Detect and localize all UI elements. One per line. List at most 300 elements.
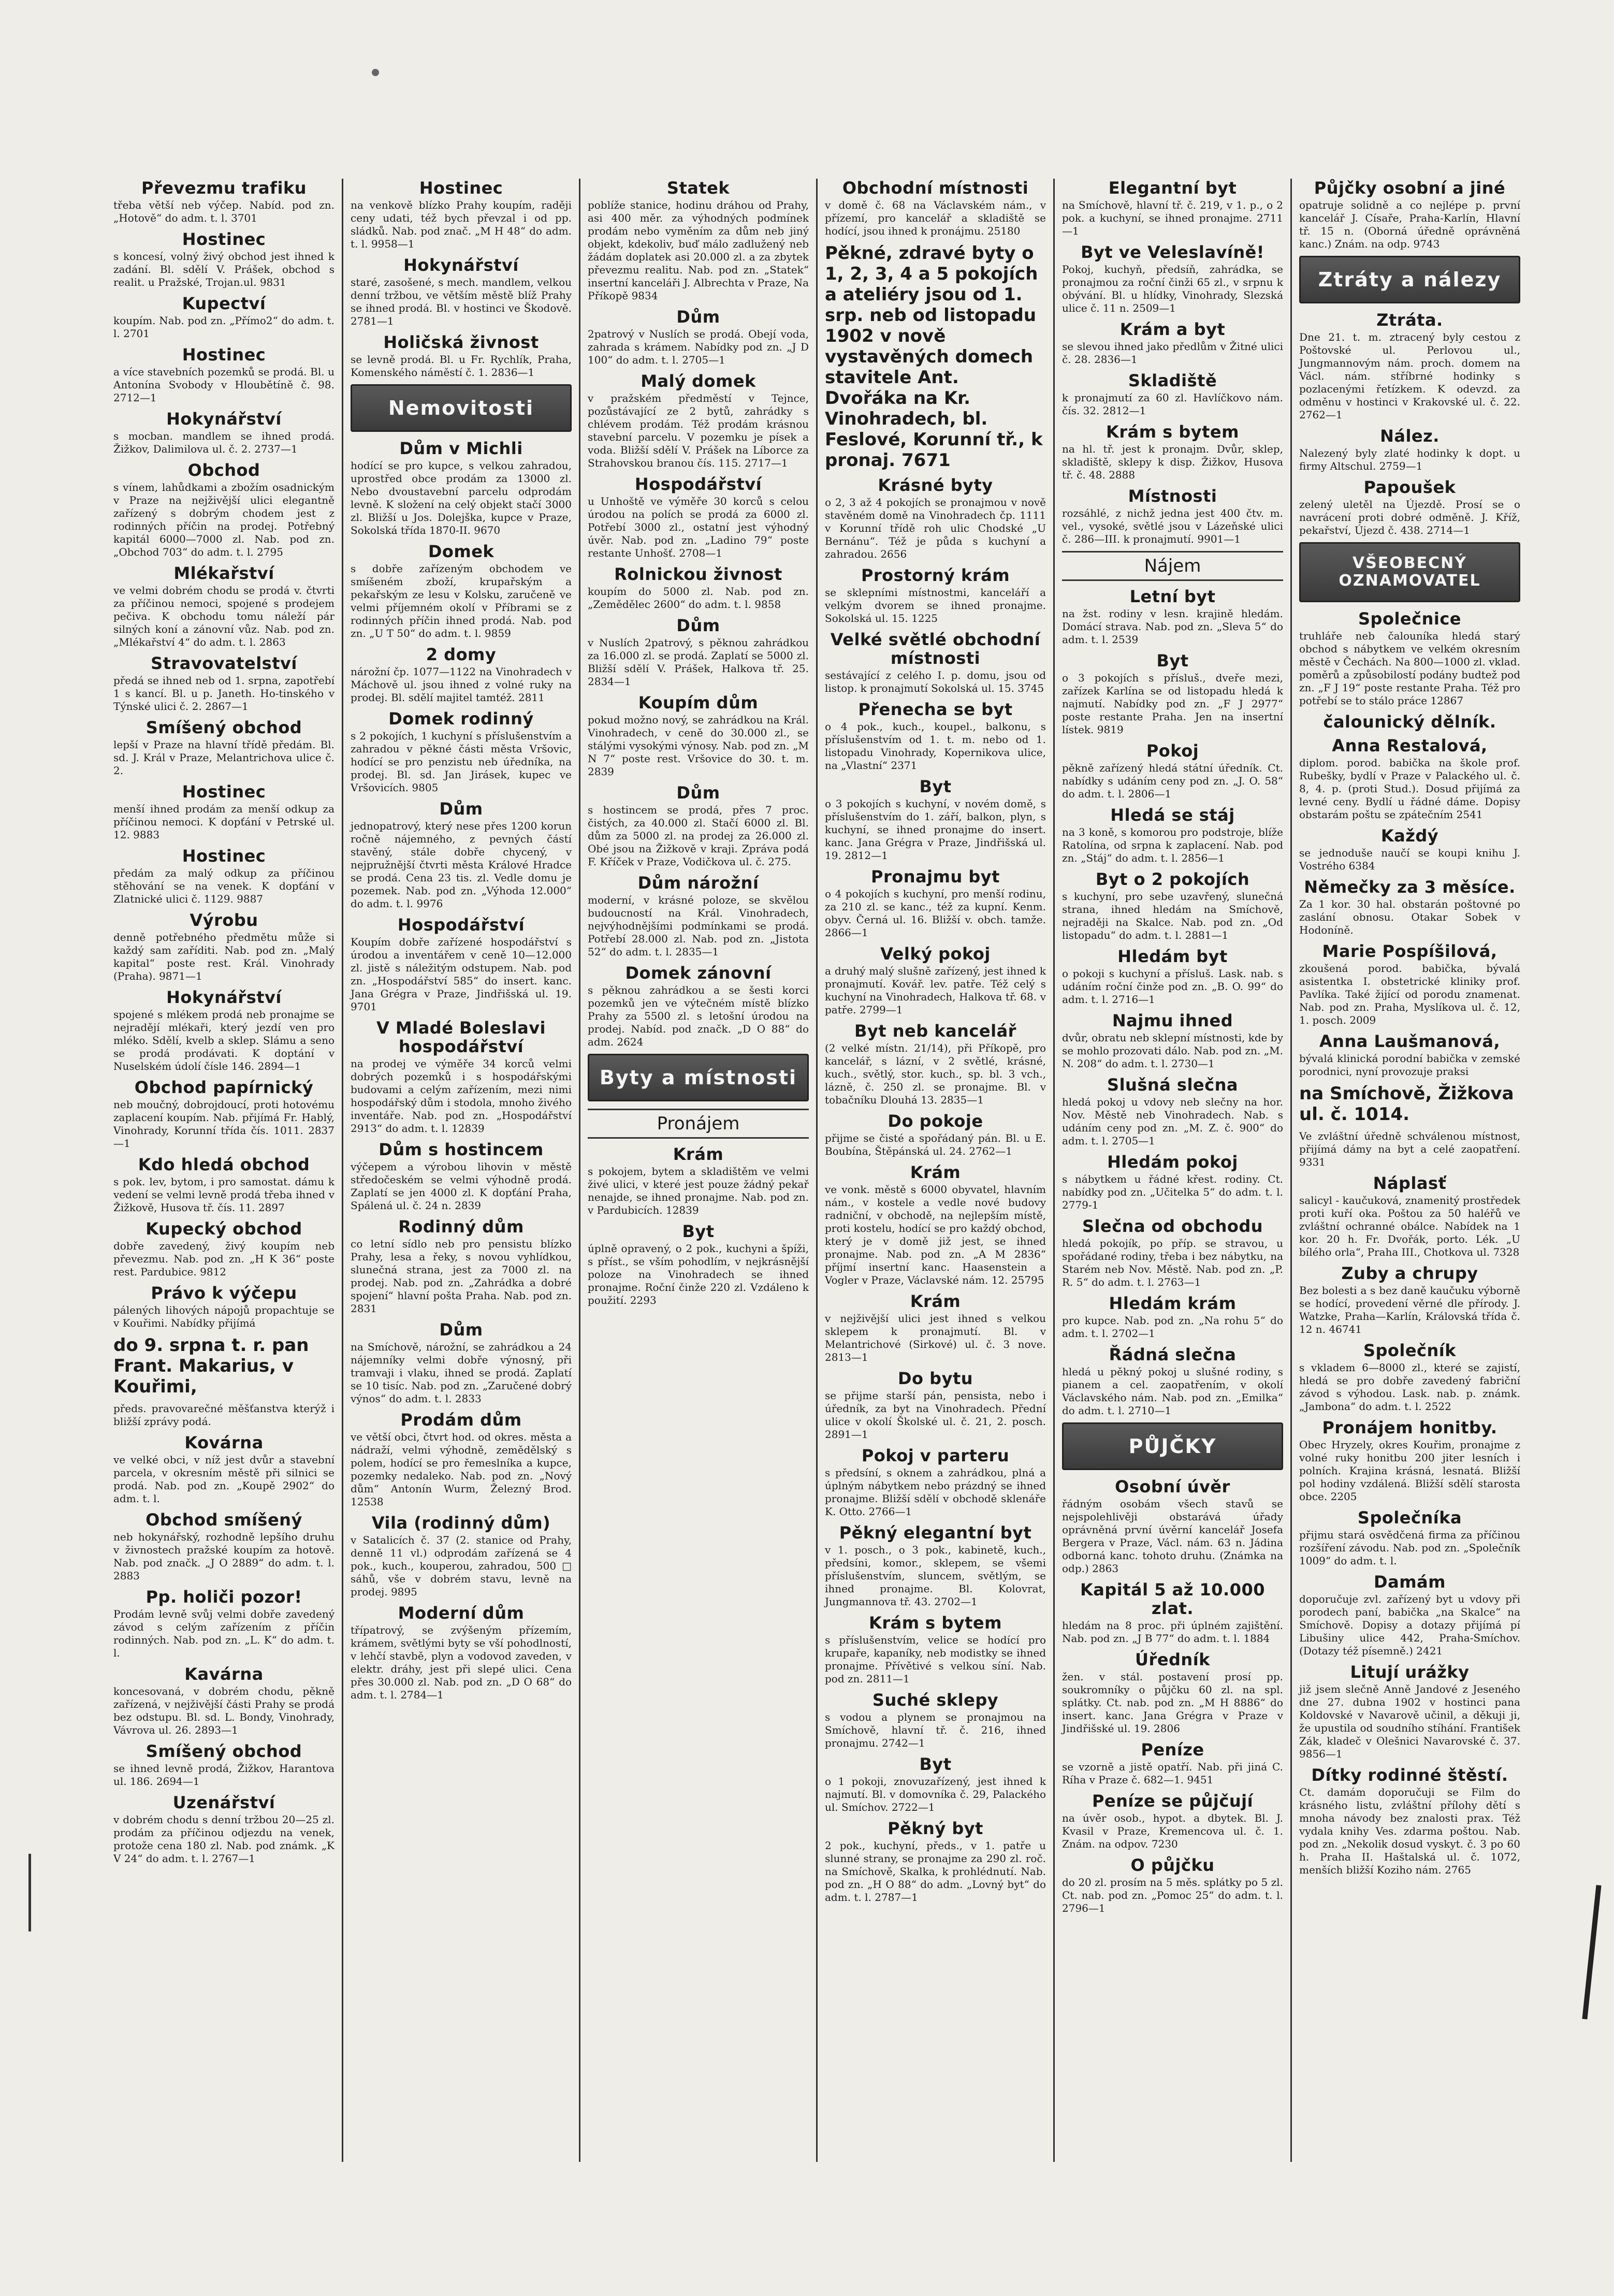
ad-text: o 4 pokojích s kuchyní, pro menší rodinu, za 210 zl. se kanc., též za kupní. Kenm. obyv. Černá ul. 16. Bližší v. obch. tamže. 2866—1 [825,888,1046,939]
classified-ad [113,1155,335,1214]
ad-text: na Smíchově, Žižkova ul. č. 1014. [1299,1083,1514,1125]
classified-ad [113,847,335,906]
ad-text: lepší v Praze na hlavní třídě předám. Bl. sd. J. Král v Praze, Melantrichova ulice č. 2. [113,738,335,777]
classified-ad [825,566,1046,625]
classified-ad [1062,1792,1283,1851]
ad-text: v nejživější ulici jest ihned s velkou sklepem k pronajmutí. Bl. v Melantrichové (Sirkové) ul. č. 3 nove. 2813—1 [825,1312,1046,1363]
ad-heading: Dům v Michli [399,439,523,458]
classified-ad [588,308,809,367]
classified-ad [113,1793,335,1865]
classified-ad [1299,427,1520,473]
ad-text: žen. v stál. postavení prosí pp. soukromníky o půjčku 60 zl. na spl. splátky. Ct. nab. pod zn. „M H 8886“ do insert. kanc. Jana Grégra v Praze v Jindřišské ul. 19. 2806 [1062,1670,1283,1735]
ad-heading: Obchodní místnosti [842,179,1029,198]
ad-heading: Ztráta. [1376,310,1443,330]
classified-ad [1062,1650,1283,1735]
ad-text: v dobrém chodu s denní tržbou 20—25 zl. prodám za příčinou odjezdu na venek, protože cena 180 zl. Nab. pod známk. „K V 24“ do adm. t. l. 2767—1 [113,1813,335,1865]
classified-ad [1062,587,1283,646]
classified-ad [1062,1477,1283,1575]
classified-ad [825,1819,1046,1904]
ad-heading: Dítky rodinné štěstí. [1311,1765,1508,1785]
ad-heading: Pěkný elegantní byt [839,1523,1032,1543]
ad-text: s koncesí, volný živý obchod jest ihned k zadání. Bl. sdělí V. Prášek, obchod s realit. u Pražské, Trojan.ul. 9831 [113,250,335,288]
ad-text: na hl. tř. jest k pronajm. Dvůr, sklep, skladiště, sklepy k disp. Žižkov, Husova tř. č. 48. 2888 [1062,443,1283,481]
ad-heading: Peníze [1141,1740,1204,1760]
ad-heading: Převezmu trafiku [141,179,307,198]
classified-ad [1062,1217,1283,1289]
ad-heading: Moderní dům [398,1603,525,1623]
ad-heading: Kapitál 5 až 10.000 zlat. [1080,1580,1265,1618]
classified-ad [825,1292,1046,1364]
ad-text: na žst. rodiny v lesn. krajině hledám. Domácí strava. Nab. pod zn. „Sleva 5“ do adm. t. l. 2539 [1062,607,1283,646]
classified-ad [1299,826,1520,873]
classified-ad [351,916,572,1013]
classified-ad [113,1402,335,1428]
classified-ad [113,911,335,983]
classified-ad [1299,311,1520,422]
ad-text: se ihned levně prodá, Žižkov, Harantova ul. 186. 2694—1 [113,1762,335,1788]
ad-text: třeba větší neb výčep. Nabíd. pod zn. „Hotově“ do adm. t. l. 3701 [113,199,335,224]
ad-heading: Nález. [1380,426,1439,446]
ad-text: ve větší obci, čtvrt hod. od okres. města a nádraží, velmi výhodně, zemědělský s polem, hodící se pro řemeslníka a kupce, pozemky nedaleko. Nab. pod zn. „Nový dům“ Antonín Wurm, Železný Brod. 12538 [351,1431,572,1508]
ad-text: přijme se čisté a spořádaný pán. Bl. u E. Boubína, Štěpánská ul. 24. 2762—1 [825,1132,1046,1157]
ad-heading: Hledá se stáj [1110,805,1235,825]
ad-heading: Pokoj [1146,741,1199,761]
classified-ad [1299,1766,1520,1877]
classified-ad [113,1588,335,1660]
classified-ad [825,1755,1046,1814]
ad-heading: Hostinec [182,846,266,866]
classified-ad [1062,1011,1283,1070]
ad-text: s pok. lev, bytom, i pro samostat. dámu k vedení se velmi levně prodá třeba ihned v Žižkově, Husova tř. čís. 11. 2897 [113,1175,335,1214]
ad-heading: Kdo hledá obchod [138,1155,310,1174]
classified-ad [351,1411,572,1508]
ad-text: ve vonk. městě s 6000 obyvatel, hlavním nám., v kostele a vedle nové budovy radniční, v obchodě, na nejlepším místě, proti kostelu, hodící se pro každý obchod, který je v domě již jest, se ihned pronajme. Nab. pod zn. „A M 2836“ příjmí insertní kanc. Haasenstein a Vogler v Praze, Václavské nám. 12. 25795 [825,1183,1046,1286]
classified-ad [113,782,335,841]
ad-heading: Holičská živnost [383,332,539,352]
classified-ad [351,1019,572,1135]
ad-heading: Dům nárožní [637,873,759,893]
classified-ad [825,243,1046,471]
ad-text: a druhý malý slušně zařízený, jest ihned k pronajmutí. Kovář. lev. patře. Též celý s kuchyní na Vinohradech, Halkova tř. 68. v patře. 2799—1 [825,965,1046,1016]
ad-text: hledám na 8 proc. při úplném zajištění. Nab. pod zn. „J B 77“ do adm. t. l. 1884 [1062,1619,1283,1645]
ad-heading: Rodinný dům [398,1217,524,1237]
ad-heading: Pronájem honitby. [1322,1418,1497,1437]
classified-ad [1299,1174,1520,1259]
classified-ad [113,1078,335,1150]
ad-text: s nábytkem u řádné křest. rodiny. Ct. nabídky pod zn. „Učitelka 5“ do adm. t. l. 2779-1 [1062,1173,1283,1211]
classified-ad [1062,423,1283,482]
ad-text: do 20 zl. prosím na 5 měs. splátky po 5 zl. Ct. nab. pod zn. „Pomoc 25“ do adm. t. l. 2796—1 [1062,1876,1283,1914]
ad-text: s předsíní, s oknem a zahrádkou, plná a úplným nábytkem nebo prázdný se ihned pronajme. Bližší sdělí v obchodě sklenáře K. Otto. 2766—1 [825,1466,1046,1518]
classified-ad [113,410,335,456]
ad-heading: Anna Restalová, [1332,736,1488,755]
ad-heading: Letní byt [1129,587,1216,606]
classified-ad [1299,478,1520,537]
classified-ad [351,256,572,328]
ad-text: předs. pravovarečné měšťanstva kterýž i bližší zprávy podá. [113,1402,335,1428]
ad-text: Nalezený byly zlaté hodinky k dopt. u firmy Altschul. 2759—1 [1299,447,1520,472]
ad-text: o 3 pokojích s přísluš., dveře mezi, zařízek Karlína se od listopadu hledá k najmutí. Nabídky pod zn. „F J 2977“ poste restante Praha. Jen na insertní lístek. 9819 [1062,672,1283,736]
classified-ad [113,1433,335,1505]
ad-heading: Velké světlé obchodní místnosti [830,630,1041,668]
ad-text: 2patrový v Nuslích se prodá. Obejí voda, zahrada s krámem. Nabídky pod zn. „J D 100“ do adm. t. l. 2705—1 [588,328,809,366]
ad-text: na Smíchově, nárožní, se zahrádkou a 24 nájemníky velmi dobře výnosný, při tramvaji i vlaku, ihned se prodá. Zaplatí se 10 tisíc. Nab. pod zn. „Zaručené dobrý výnos“ do adm. t. l. 2833 [351,1341,572,1405]
ad-text: hodící se pro kupce, s velkou zahradou, uprostřed obce prodám za 13000 zl. Nebo dvoustavební parcelu odprodám levně. K složení na celý objekt stačí 3000 zl. Bližší u Jos. Dolejška, kupce v Praze, Sokolská třída 1870-II. 9670 [351,459,572,536]
ad-heading: Slušná slečna [1107,1075,1238,1095]
ad-heading: Společnice [1358,609,1461,629]
ad-text: koncesovaná, v dobrém chodu, pěkně zařízená, v nejživější části Prahy se prodá bez odstupu. Bl. sd. L. Bondy, Vinohrady, Vávrova ul. 26. 2893—1 [113,1685,335,1736]
ad-heading: Společníka [1357,1508,1462,1528]
ad-text: o 4 pok., kuch., koupel., balkonu, s příslušenstvím od 1. t. m. nebo od 1. listopadu Vinohrady, Kopernikova ulice, na „Vlastní“ 2371 [825,720,1046,772]
ad-text: Prodám levně svůj velmi dobře zavedený závod s celým zařízením z příčin rodinných. Nab. pod zn. „L. K“ do adm. t. l. [113,1608,335,1659]
ad-text: koupím. Nab. pod zn. „Přímo2“ do adm. t. l. 2701 [113,314,335,340]
ad-text: o 3 pokojích s kuchyní, v novém domě, s příslušenstvím do 1. září, balkon, plyn, s kuchyní, se ihned pronajme do insert. kanc. Jana Grégra v Praze, Jindřišská ul. 19. 2812—1 [825,797,1046,862]
classified-ad [825,1163,1046,1287]
classified-ad [113,654,335,713]
ad-text: Ct. damám doporučuji se Film do krásného listu, zvláštní přílohy dětí s mnoha návody bez znalosti prax. Též vydala knihy Ves. zdarma poštou. Nab. pod zn. „Nekolik dosud vyskyt. č. 3 po 60 h. Praha II. Haštalská ul. č. 1072, menších bližší Koziho nám. 2765 [1299,1786,1520,1876]
classified-ad [1299,1573,1520,1658]
classified-ad [113,988,335,1073]
classified-ad [1062,1740,1283,1786]
ad-heading: Byt o 2 pokojích [1095,869,1250,889]
classified-ad [825,179,1046,238]
ad-heading: Smíšený obchod [146,1741,302,1761]
ad-heading: Pokoj v parteru [861,1446,1010,1465]
classified-ad [1299,1418,1520,1503]
ad-text: na 3 koně, s komorou pro podstroje, blíže Ratolína, od srpna k zaplacení. Nab. pod zn. „Stáj“ do adm. t. l. 2856—1 [1062,826,1283,864]
ad-text: dvůr, obratu neb sklepní místnosti, kde by se mohlo prozovati dálo. Nab. pod zn. „M. N. 208“ do adm. t. l. 2730—1 [1062,1031,1283,1070]
section-heading-najem: Nájem [1062,551,1283,581]
ad-heading: Najmu ihned [1112,1011,1233,1030]
section-banner-ztraty-nalezy: Ztráty a nálezy [1299,256,1520,303]
classified-ad [1062,947,1283,1006]
ad-text: již jsem slečně Anně Jandové z Jeseného dne 27. dubna 1902 v hostinci pana Koldovské v Navarově učinil, a děkuji ji, že upustila od soudního stíhání. František Zák, kladeč v Olešnici Navarovské č. 37. 9856—1 [1299,1683,1520,1760]
classified-ad [113,1284,335,1330]
page-edge-mark-left [28,1854,31,1931]
ad-heading: Hledám pokoj [1107,1152,1238,1172]
ad-heading: Prodám dům [400,1410,522,1430]
ad-heading: Hokynářství [166,987,282,1007]
ad-heading: Byt ve Veleslavíně! [1081,242,1264,262]
ad-text: hledá pokojík, po příp. se stravou, u spořádané rodiny, třeba i bez nábytku, na Starém neb Nov. Městě. Nab. pod zn. „P. R. 5“ do adm. t. l. 2763—1 [1062,1237,1283,1288]
ad-text: spojené s mlékem prodá neb pronajme se nejradějí mlékaři, který jezdí ven pro mléko. Sdělí, kvelb a sklep. Slámu a seno se prodá prodávati. K doptání v Nuselském údolí čísle 146. 2894—1 [113,1008,335,1072]
classified-ad [825,944,1046,1016]
ad-text: se jednoduše naučí se koupi knihu J. Vostrého 6384 [1299,847,1520,872]
ad-heading: Prostorný krám [861,565,1010,585]
classified-ad [113,564,335,649]
classified-ad [1062,1856,1283,1915]
ad-heading: čalounický dělník. [1323,712,1496,732]
classified-ad [1299,179,1520,251]
classified-ad [351,179,572,251]
ad-text: nárožní čp. 1077—1122 na Vinohradech v Máchově ul. jsou ihned z volné ruky na prodej. Bl. sdělí majitel tamtéž. 2811 [351,665,572,704]
ad-text: ve velmi dobrém chodu se prodá v. čtvrti za příčinou nemoci, spojené s prodejem pečiva. K obchodu tomu náleží pár silných koní a zánovní vůz. Nab. pod zn. „Mlékařství 4“ do adm. t. l. 2863 [113,584,335,648]
classified-ad [113,179,335,225]
ad-text: s mocban. mandlem se ihned prodá. Žižkov, Dalimilova ul. č. 2. 2737—1 [113,430,335,455]
classified-ad [825,700,1046,772]
classified-ad [351,1320,572,1405]
ad-heading: Velký pokoj [880,944,991,964]
ad-column-6 [1290,179,1528,2162]
ad-heading: Dům [439,1320,483,1340]
ad-heading: Do bytu [897,1369,973,1388]
ad-heading: Řádná slečna [1109,1345,1237,1364]
classified-ad [588,1145,809,1217]
ad-heading: Pronajmu byt [871,867,1000,887]
classified-ad [1062,1076,1283,1147]
ad-heading: Dům [676,307,720,327]
ad-heading: Smíšený obchod [146,718,302,737]
ad-text: s pěknou zahrádkou a se šesti korci pozemků jen ve výtečném místě blízko Prahy za 5500 zl. s letošní úrodou na prodej. Nabíd. pod značk. „D O 88“ do adm. 2624 [588,984,809,1048]
ad-heading: Obchod papírnický [134,1078,314,1097]
ad-heading: Slečna od obchodu [1082,1216,1263,1236]
ad-text: se slevou ihned jako předlům v Žitné ulici č. 28. 2836—1 [1062,340,1283,366]
ad-text: se sklepními místnostmi, kanceláří a velkým dvorem se ihned pronajme. Sokolská ul. 15. 1225 [825,586,1046,624]
classified-ad [351,709,572,794]
ad-text: s 2 pokojích, 1 kuchyní s příslušenstvím a zahradou v pěkné části města Vršovic, hodící se pro penzistu neb úředníka, na prodej. Bl. sd. Jan Jirásek, kupec ve Vršovicích. 9805 [351,730,572,794]
ad-text: do 9. srpna t. r. pan Frant. Makarius, v Kouřimi, [113,1335,309,1397]
ad-text: na úvěr osob., hypot. a dbytek. Bl. J. Kvasil v Praze, Kremencova ul. č. 1. Znám. na odpov. 7230 [1062,1812,1283,1850]
classified-ad [1062,371,1283,417]
ad-text: na prodej ve výměře 34 korců velmi dobrých pozemků i s hospodářskými budovami a celým zařízením, mezi nimi hospodářský dům i stodola, mnoho živého inventáře. Nab. pod zn. „Hospodářství 2913“ do adm. t. l. 12839 [351,1057,572,1135]
classified-ad [1062,320,1283,366]
ad-text: ve velké obci, v níž jest dvůr a stavební parcela, v okresním městě při silnici se prodá. Nab. pod zn. „Koupě 2902“ do adm. t. l. [113,1454,335,1505]
ad-heading: Kavárna [184,1664,264,1684]
classified-ad [825,476,1046,561]
ad-text: rozsáhlé, z nichž jedna jest 400 čtv. m. vel., vysoké, světlé jsou v Lázeňské ulici č. 286—III. k pronajmutí. 9901—1 [1062,507,1283,545]
classified-ad [588,475,809,560]
ad-text: koupím do 5000 zl. Nab. pod zn. „Zemědělec 2600“ do adm. t. l. 9858 [588,585,809,611]
ad-text: Dne 21. t. m. ztracený byly cestou z Poštovské ul. Perlovou ul., Jungmannovým nám. proch. domem na Václ. nám. stříbrné hodinky s pozlacenými řetízkem. K odevzd. za odměnu v hostinci v Krakovské ul. č. 22. 2762—1 [1299,331,1520,421]
ad-text: s kuchyní, pro sebe uzavřený, slunečná strana, ihned hledám na Smíchově, nejraději na Skalce. Nab. pod zn. „Od listopadu“ do adm. t. l. 2881—1 [1062,890,1283,941]
classified-ad [1062,1294,1283,1340]
classified-ad [351,542,572,640]
ad-text: truhláře neb čalouníka hledá starý obchod s nábytkem ve velkém okresním městě v Čechách. Na 800—1000 zl. vklad. poměrů a způsobilostí podány budtež pod zn. „F J 19“ poste restante Praha. Též pro potřebí se to stálo práce 12867 [1299,630,1520,707]
classified-ad [588,964,809,1049]
ad-heading: Kovárna [184,1433,264,1452]
ad-heading: Statek [666,179,730,198]
ad-heading: Obchod [187,460,260,480]
ad-heading: Dům s hostincem [379,1140,544,1159]
ad-text: dobře zavedený, živý koupím neb převezmu. Nab. pod zn. „H K 36“ poste rest. Pardubice. 9812 [113,1240,335,1278]
ad-text: 2 pok., kuchyní, předs., v 1. patře u slunné strany, se pronajme za 290 zl. roč. na Smíchově, Skalka, k prohlédnutí. Nab. pod zn. „H O 88“ do adm. „Lovný byt“ do adm. t. l. 2787—1 [825,1839,1046,1903]
ad-text: Koupím dobře zařízené hospodářství s úrodou a inventářem v ceně 10—12.000 zl. jistě s náležitým odstupem. Nab. pod zn. „Hospodářství 585“ do insert. kanc. Jana Grégra v Praze, Jindřišská ul. 19. 9701 [351,936,572,1013]
ad-heading: Papoušek [1363,477,1456,497]
ad-text: a více stavebních pozemků se prodá. Bl. u Antonína Svobody v Hloubětíně č. 98. 2712—1 [113,366,335,404]
ad-column-1 [106,179,342,2162]
ad-heading: Dům [676,783,720,803]
ad-heading: Elegantní byt [1108,179,1237,198]
ad-heading: Místnosti [1128,486,1217,506]
ad-text: neb hokynářský, rozhodně lepšího druhu v živnostech pražské koupím za hotově. Nab. pod značk. „J O 2889“ do adm. t. l. 2883 [113,1531,335,1582]
ad-text: s pokojem, bytem a skladištěm ve velmi živé ulici, v které jest pouze žádný pekař nenajde, se ihned pronajme. Nab. pod zn. v Pardubicích. 12839 [588,1165,809,1216]
ad-heading: Společník [1363,1341,1457,1360]
classified-ad [588,565,809,611]
ad-text: s vodou a plynem se pronajmou na Smíchově, hlavní tř. č. 216, ihned pronajmu. 2742—1 [825,1711,1046,1749]
ad-text: s vínem, lahůdkami a zbožím osadnickým v Praze na nejživější ulici elegantně zařízený s dobrým chodem jest z rodinných příčin na prodej. Potřebný kapitál 6000—7000 zl. Nab. pod zn. „Obchod 703“ do adm. t. l. 2795 [113,481,335,558]
ad-text: Obec Hryzely, okres Kouřim, pronajme z volné ruky honitbu 200 jiter lesních i polních. Krajina krásná, lesnatá. Bližší pol hodiny vzdálená. Bližší sdělí starosta obce. 2205 [1299,1438,1520,1503]
page-edge-mark-right [1582,1885,1601,2019]
ad-heading: Hostinec [182,345,266,365]
ad-text: zelený uletěl na Újezdě. Prosí se o navrácení proti dobré odměně. J. Kříž, pekařství, Újezd č. 438. 2714—1 [1299,498,1520,536]
ad-heading: Hokynářství [403,255,519,275]
classified-ad [351,1604,572,1702]
ad-heading: Domek [428,542,495,561]
ad-heading: Damám [1374,1572,1446,1592]
ad-heading: Do pokoje [888,1111,983,1131]
section-heading-pronajem: Pronájem [588,1109,809,1139]
classified-ad [825,1369,1046,1441]
ad-text: Pěkné, zdravé byty o 1, 2, 3, 4 a 5 pokojích a ateliéry jsou od 1. srp. neb od listopadu 1902 v nově vystavěných domech stavitele Ant. Dvořáka na Kr. Vinohradech, bl. Feslové, Korunní tř., k pronaj. 7671 [825,243,1043,471]
classified-ad [825,1446,1046,1518]
ad-heading: Byt [919,777,952,796]
classified-ad [588,179,809,302]
ad-text: se vzorně a jistě opatří. Nab. při jiná C. Ríha v Praze č. 682—1. 9451 [1062,1761,1283,1786]
classified-ad [1299,609,1520,707]
ad-text: hledá pokoj u vdovy neb slečny na hor. Nov. Městě neb Vinohradech. Nab. s udáním ceny pod zn. „M. Z. č. 900“ do adm. t. l. 2705—1 [1062,1096,1283,1147]
ad-heading: Hostinec [182,229,266,249]
ad-heading: Krám s bytem [1106,422,1239,442]
classified-ad [113,1742,335,1788]
ad-text: opatruje solidně a co nejlépe p. první kancelář J. Císaře, Praha-Karlín, Hlavní tř. 15 n. (Oborná úředně oprávněná kanc.) Znám. na odp. 9743 [1299,199,1520,250]
section-banner-byty-mistnosti: Byty a místnosti [588,1054,809,1101]
classified-ad [1062,1153,1283,1212]
classified-ad [351,439,572,537]
ad-text: doporučuje zvl. zařízený byt u vdovy při porodech paní, babička „na Skalce“ na Smíchově. Dopisy a dotazy přijímá pí Libušiny ulice 442, Praha-Smíchov. (Dotazy též písemně.) 2421 [1299,1593,1520,1657]
classified-ad [113,230,335,289]
classified-ad [1062,1580,1283,1645]
ad-text: denně potřebného předmětu může si každý sam zaříditi. Nab. pod zn. „Malý kapital“ poste rest. Král. Vinohrady (Praha). 9871—1 [113,931,335,982]
ad-text: sestávající z celého I. p. domu, jsou od listop. k pronajmutí Sokolská ul. 15. 3745 [825,669,1046,694]
ad-heading: Marie Pospíšilová, [1322,941,1497,961]
ad-text: diplom. porod. babička na škole prof. Rubešky, bydlí v Praze v Palackého ul. č. 8, 4. p. (proti Stud.). Dosud přijímá za levné ceny. Bydlí u řádné dáme. Dopisy obstarám poštu se zpátečním 2541 [1299,757,1520,821]
ad-text: moderní, v krásné poloze, se skvělou budoucností na Král. Vinohradech, nejvýhodnějšími podmínkami se prodá. Potřebí 28.000 zl. Nab. pod zn. „Jistota 52“ do adm. t. l. 2835—1 [588,894,809,958]
ad-heading: Krám [910,1291,961,1311]
page-speck [372,69,379,76]
ad-heading: Rolnickou živnost [614,564,782,584]
classified-ad [1062,806,1283,865]
classified-ad [351,1217,572,1315]
ad-heading: Hostinec [419,179,503,198]
ad-text: (2 velké místn. 21/14), při Příkopě, pro kancelář, s lázní, v 2 světlé, krásné, kuch., světlý, stor. kuch., sp. bl. 3 vch., lázně, č. 250 zl. se pronajme. Bl. v tobačníku Dlouhá 13. 2835—1 [825,1042,1046,1106]
classified-ad [825,1691,1046,1750]
ad-column-4 [816,179,1053,2162]
classified-ad [1299,713,1520,731]
classified-ad [1299,942,1520,1027]
classified-ads-page [106,179,1528,2162]
ad-text: pokud možno nový, se zahrádkou na Král. Vinohradech, v ceně do 30.000 zl., se stálými vysokými výnosy. Nab. pod zn. „M N 7“ poste rest. Vršovice do 30. t. m. 2839 [588,714,809,778]
ad-text: pro kupce. Nab. pod zn. „Na rohu 5“ do adm. t. l. 2702—1 [1062,1314,1283,1340]
ad-heading: Anna Laušmanová, [1319,1031,1501,1051]
ad-heading: Půjčky osobní a jiné [1314,179,1506,198]
ad-heading: Hokynářství [166,409,282,429]
classified-ad [588,1222,809,1307]
ad-text: předám za malý odkup za příčinou stěhování se na venek. K dopťání v Zlatnické ulici č. 1129. 9887 [113,867,335,905]
ad-text: Bez bolesti a s bez daně kaučuku výborně se hodící, provedení věrné dle přírody. J. Watzke, Praha—Karlín, Královská třída č. 12 n. 46741 [1299,1284,1520,1335]
ad-heading: Dům [676,616,720,635]
ad-text: staré, zasošené, s mech. mandlem, velkou denní tržbou, ve větším městě blíž Prahy se ihned prodá. Bl. v hostinci ve Škodově. 2781—1 [351,276,572,327]
ad-heading: V Mladé Boleslavi hospodářství [376,1018,546,1056]
ad-heading: Obchod smíšený [146,1510,302,1530]
classified-ad [113,1510,335,1582]
classified-ad [1299,1663,1520,1761]
classified-ad [113,461,335,559]
ad-heading: Krásné byty [878,475,993,495]
ad-text: menší ihned prodám za menší odkup za příčinou nemoci. K dopťání v Petrské ul. 12. 9883 [113,803,335,841]
ad-heading: Výrobu [190,910,258,930]
ad-heading: Vila (rodinný dům) [371,1513,551,1533]
classified-ad [351,333,572,379]
ad-text: přijmu stará osvědčená firma za příčinou rozšíření závodu. Nab. pod zn. „Společník 1009“ do adm. t. l. [1299,1529,1520,1567]
classified-ad [351,645,572,704]
ad-heading: Domek zánovní [625,963,772,983]
ad-heading: Byt [919,1754,952,1774]
ad-text: v domě č. 68 na Václavském nám., v přízemí, pro kancelář a skladiště se hodící, jsou ihned k pronájmu. 25180 [825,199,1046,237]
section-banner-pujcky: PŮJČKY [1062,1422,1283,1470]
ad-heading: Každý [1380,826,1439,846]
classified-ad [1062,487,1283,546]
classified-ad [588,693,809,778]
ad-text: jednopatrový, který nese přes 1200 korun ročně nájemného, z pevných částí stavěný, stále dobře chycený, v nejpružnější čtvrti města Králové Hradce se prodá. Cena 23 tis. zl. Vedle domu je pozemek. Nab. pod zn. „Výhoda 12.000“ do adm. t. l. 9976 [351,820,572,910]
ad-heading: Hostinec [182,782,266,802]
classified-ad [1299,1032,1520,1078]
ad-heading: Suché sklepy [872,1690,999,1710]
ad-text: o 2, 3 až 4 pokojích se pronajmou v nově stavěném domě na Vinohradech čp. 1111 v Korunní třídě roh ulic Chodské „U Bernánu“. Též je půda s kuchyní a zahradou. 2656 [825,496,1046,560]
classified-ad [588,783,809,868]
ad-heading: Peníze se půjčují [1092,1791,1254,1811]
ad-text: na venkově blízko Prahy koupím, raději ceny udati, též bych převzal i od pp. sládků. Nab. pod znač. „M H 48“ do adm. t. l. 9958—1 [351,199,572,250]
ad-heading: Uzenářství [172,1793,275,1812]
section-banner-vseobecny-oznamovatel: VŠEOBECNÝ OZNAMOVATEL [1299,542,1520,602]
ad-heading: Byt [1156,651,1189,671]
ad-text: u Unhoště ve výměře 30 korců s celou úrodou na polích se prodá za 6000 zl. Potřebí 3000 zl., ostatní jest výhodný úvěr. Nab. pod zn. „Ladino 79“ poste restante Unhošť. 2708—1 [588,495,809,559]
ad-heading: Hledám krám [1109,1294,1237,1313]
ad-text: pěkně zařízený hledá státní úředník. Ct. nabídky s udáním ceny pod zn. „J. O. 58“ do adm. t. l. 2806—1 [1062,762,1283,800]
ad-heading: Pp. holiči pozor! [146,1587,302,1607]
classified-ad [1299,736,1520,821]
ad-text: bývalá klinická porodní babička v zemské porodnici, nyní provozuje praksi [1299,1052,1520,1078]
ad-text: předá se ihned neb od 1. srpna, zapotřebí 1 s kancí. Bl. u p. Janeth. Ho-tinského v Týnské ulici č. 2. 2867—1 [113,674,335,713]
classified-ad [113,1665,335,1737]
ad-heading: Hospodářství [634,474,762,494]
ad-text: řádným osobám všech stavů se nejspolehlivěji obstarává úřady oprávněná první úvěrní kancelář Josefa Bergera v Praze, Václ. nám. 63 n. Jádina odborná kanc. tohoto druhu. (Známka na odp.) 2863 [1062,1498,1283,1575]
ad-text: pálených lihových nápojů propachtuje se v Kouřimi. Nabídky přijímá [113,1304,335,1329]
ad-text: k pronajmutí za 60 zl. Havlíčkovo nám. čís. 32. 2812—1 [1062,391,1283,417]
classified-ad [351,1140,572,1212]
classified-ad [825,777,1046,862]
ad-text: třípatrový, se zvýšeným přízemím, krámem, světlými byty se vší pohodlností, v lehčí stavbě, plyn a vodovod zaveden, v elektr. dráhy, jest při slepé ulici. Cena přes 30.000 zl. Nab. pod zn. „D O 68“ do adm. t. l. 2784—1 [351,1624,572,1701]
ad-heading: Krám a byt [1119,319,1226,339]
ad-heading: Koupím dům [638,693,759,713]
classified-ad [1062,870,1283,942]
ad-text: poblíže stanice, hodinu dráhou od Prahy, asi 400 měr. za výhodných podmínek prodám nebo vyměním za dům neb jiný objekt, kdekoliv, buď málo zadlužený neb žádám doplatek asi 20.000 zl. a za zbytek převezmu realitu. Nab. pod zn. „Statek“ insertní kanceláři J. Albrechta v Praze, Na Příkopě 9834 [588,199,809,302]
ad-heading: Krám [910,1162,961,1182]
ad-text: na Smíchově, hlavní tř. č. 219, v 1. p., o 2 pok. a kuchyní, se ihned pronajme. 2711—1 [1062,199,1283,237]
ad-heading: Dům [439,799,483,819]
ad-heading: Kupectví [182,294,266,313]
ad-heading: Skladiště [1128,371,1217,390]
classified-ad [1299,1130,1520,1169]
ad-heading: Hledám byt [1117,947,1228,966]
ad-heading: Hospodářství [397,915,525,935]
ad-heading: Litují urážky [1350,1662,1470,1682]
ad-text: salicyl - kaučuková, znamenitý prostředek proti kuří oka. Poštou za 50 haléřů ve zvláštní ochranné obálce. Nabídek na 1 kor. 20 h. Fr. Dvořák, porto. Lék. „U bílého orla“, Praha III., Chotkova ul. 7328 [1299,1194,1520,1258]
ad-text: výčepem a výrobou lihovin v městě středočeském se velmi výhodně prodá. Zaplatí se jen 4000 zl. K dopťání Praha, Spálená ul. č. 24 n. 2839 [351,1160,572,1212]
ad-heading: Náplasť [1373,1173,1447,1193]
ad-heading: Domek rodinný [388,709,534,729]
ad-text: s vkladem 6—8000 zl., které se zajistí, hledá se pro dobře zavedený fabriční závod s výhodou. Lask. nab. p. známk. „Jambona“ do adm. t. l. 2522 [1299,1361,1520,1413]
ad-text: s příslušenstvím, velice se hodící pro krupaře, kapaníky, neb modistky se ihned pronajme. Přívětivé s velkou síní. Nab. pod zn. 2811—1 [825,1634,1046,1685]
